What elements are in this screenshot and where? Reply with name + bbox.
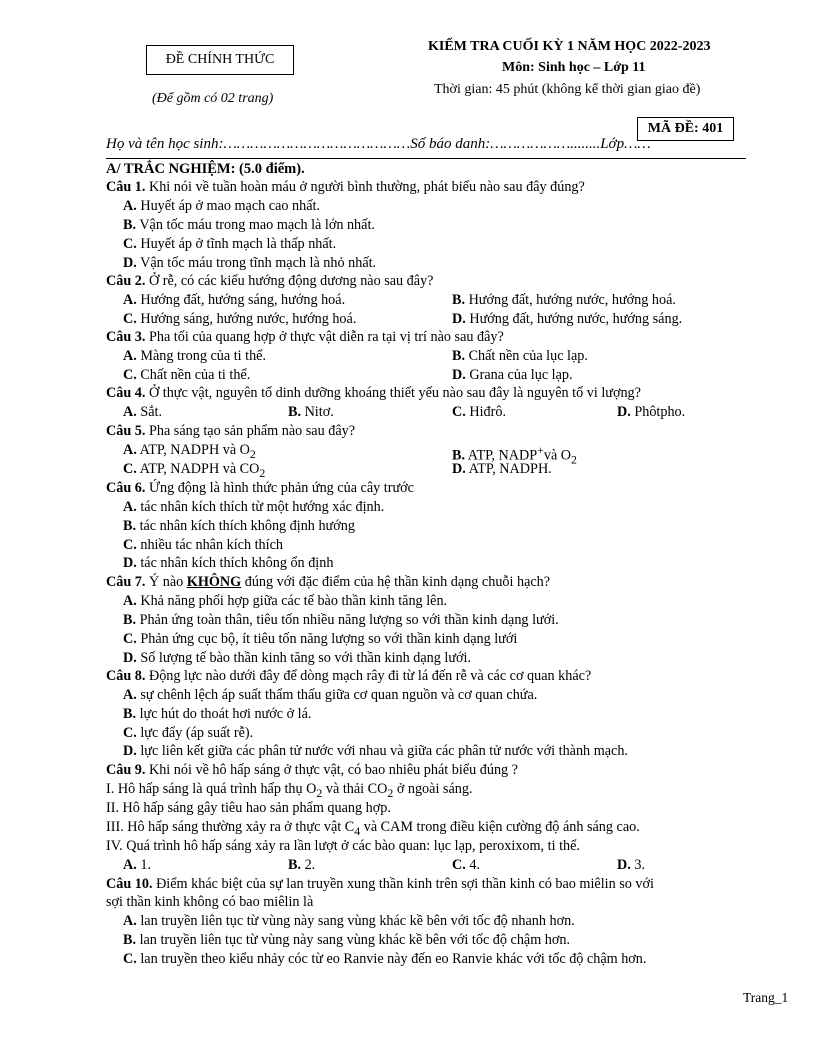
option-d [123,649,471,668]
option-letter: A. [123,593,137,609]
question-text: Ở rễ, có các kiểu hướng động dương nào sau đây? [145,273,434,289]
statement-2 [106,799,391,818]
option-text: lực hút do thoát hơi nước ở lá. [139,706,312,722]
question-text: Khi nói về hô hấp sáng ở thực vật, có bao nhiêu phát biểu đúng ? [145,762,518,778]
header-rule [106,158,746,159]
option-letter: C. [123,951,137,967]
statement-text: II. Hô hấp sáng gây tiêu hao sản phẩm quang hợp. [106,800,391,816]
option-a [123,291,345,310]
statement-text: III. Hô hấp sáng thường xảy ra ở thực vật C [106,819,355,835]
question-text-tail: đúng với đặc điểm của hệ thần kinh dạng chuỗi hạch? [241,574,551,590]
option-text: lực đẩy (áp suất rễ). [140,725,254,741]
option-a [123,347,266,366]
option-letter: D. [617,857,631,873]
option-letter: C. [452,404,466,420]
option-letter: B. [452,447,466,464]
option-text: 1. [140,857,151,873]
question-label: Câu 6. [106,480,146,496]
statement-text: I. Hô hấp sáng là quá trình hấp thụ O [106,781,317,797]
option-text: ATP, NADPH và CO [139,461,260,477]
question-2 [106,272,433,291]
option-c [123,235,336,254]
option-letter: A. [123,687,137,703]
statement-text-tail: ở ngoài sáng. [393,781,473,797]
option-text: Phản ứng cục bộ, ít tiêu tốn năng lượng so với thần kinh dạng lưới [140,631,518,647]
option-letter: C. [123,236,137,252]
official-exam-box: ĐỀ CHÍNH THỨC [146,45,294,75]
option-b [123,931,570,950]
superscript: + [537,443,544,457]
option-b [123,611,559,630]
question-text: Động lực nào dưới đây để dòng mạch rây đi từ lá đến rễ và các cơ quan khác? [145,668,592,684]
option-text: Grana của lục lạp. [469,367,573,383]
option-d [452,366,573,385]
option-letter: C. [123,461,137,477]
option-text: Hiđrô. [469,404,506,420]
question-text: Khi nói về tuần hoàn máu ở người bình thường, phát biểu nào sau đây đúng? [145,179,585,195]
option-text: 3. [634,857,645,873]
subscript: 2 [387,785,394,800]
option-letter: D. [452,367,466,383]
question-9 [106,761,518,780]
student-info-line: Họ và tên học sinh:……………………………………Số báo danh:………………........Lớp…… [106,136,651,152]
option-text: lan truyền liên tục từ vùng này sang vùng khác kề bên với tốc độ nhanh hơn. [140,913,575,929]
page-count-note: (Để gồm có 02 trang) [152,91,274,106]
question-label: Câu 4. [106,385,146,401]
option-letter: D. [452,311,466,327]
option-text: Hướng sáng, hướng nước, hướng hoá. [140,311,357,327]
subscript: 4 [354,823,361,838]
option-letter: A. [123,198,137,214]
option-letter: A. [123,348,137,364]
option-b [123,517,355,536]
option-letter: C. [123,631,137,647]
time-line: Thời gian: 45 phút (không kể thời gian giao đề) [434,82,701,97]
question-label: Câu 9. [106,762,146,778]
option-c [123,366,250,385]
question-1 [106,178,585,197]
option-c [123,724,253,743]
option-letter: D. [452,461,466,477]
question-label: Câu 7. [106,574,146,590]
option-b [123,216,375,235]
emphasis-not: KHÔNG [186,574,242,590]
option-letter: B. [452,348,466,364]
option-text-tail: và O [543,447,572,464]
page-number: Trang_1 [743,990,789,1005]
option-c [123,630,517,649]
option-text: Khả năng phối hợp giữa các tế bào thần kinh tăng lên. [140,593,448,609]
option-text: ATP, NADPH. [468,461,552,477]
question-4 [106,384,641,403]
option-text: Hướng đất, hướng nước, hướng hoá. [468,292,676,308]
section-title: A/ TRẮC NGHIỆM: (5.0 điểm). [106,161,305,177]
option-text: tác nhân kích thích không ổn định [140,555,334,571]
option-a [123,498,384,517]
question-text: Ứng động là hình thức phản ứng của cây trước [145,480,414,496]
option-c [452,403,506,422]
option-c [452,856,480,875]
option-letter: C. [123,725,137,741]
subscript: 2 [259,465,266,480]
option-text: Màng trong của ti thể. [140,348,267,364]
option-text: tác nhân kích thích từ một hướng xác định. [140,499,385,515]
option-a [123,197,320,216]
subject-line: Môn: Sinh học – Lớp 11 [502,60,646,75]
question-text: Pha sáng tạo sản phẩm nào sau đây? [145,423,356,439]
option-a [123,403,162,422]
statement-text-mid: và thải CO [322,781,388,797]
option-letter: B. [123,518,137,534]
option-letter: A. [123,292,137,308]
option-text: ATP, NADP [467,447,538,464]
option-a [123,686,537,705]
statement-text-tail: và CAM trong điều kiện cường độ ánh sáng cao. [360,819,640,835]
option-d [123,554,333,573]
option-d [123,742,628,761]
option-text: Sắt. [140,404,163,420]
option-text: Vận tốc máu trong tĩnh mạch là nhỏ nhất. [140,255,377,271]
option-text: lan truyền theo kiểu nhảy cóc từ eo Ranvie này đến eo Ranvie khác với tốc độ chậm hơn. [140,951,647,967]
option-text: lan truyền liên tục từ vùng này sang vùng khác kề bên với tốc độ chậm hơn. [139,932,571,948]
option-d [123,254,376,273]
option-letter: B. [452,292,466,308]
question-label: Câu 10. [106,876,153,892]
question-6 [106,479,414,498]
question-10-continued [106,893,313,912]
statement-4 [106,837,580,856]
exam-code-box: MÃ ĐỀ: 401 [637,117,734,141]
option-text: Vận tốc máu trong mao mạch là lớn nhất. [139,217,375,233]
option-text: Huyết áp ở tĩnh mạch là thấp nhất. [140,236,337,252]
question-text: Ý nào [145,574,187,590]
option-b [123,705,311,724]
option-letter: C. [452,857,466,873]
option-letter: C. [123,311,137,327]
option-text: Hướng đất, hướng nước, hướng sáng. [469,311,683,327]
subscript: 2 [316,785,323,800]
option-a [123,912,575,931]
question-text: Ở thực vật, nguyên tố dinh dưỡng khoáng thiết yếu nào sau đây là nguyên tố vi lượng? [145,385,641,401]
question-3 [106,328,504,347]
question-text: Pha tối của quang hợp ở thực vật diễn ra tại vị trí nào sau đây? [145,329,504,345]
option-text: lực liên kết giữa các phân tử nước với nhau và giữa các phân tử nước với thành mạch. [140,743,628,759]
option-text: Hướng đất, hướng sáng, hướng hoá. [140,292,346,308]
question-8 [106,667,591,686]
option-d [617,403,685,422]
exam-title: KIỂM TRA CUỐI KỲ 1 NĂM HỌC 2022-2023 [428,39,711,54]
question-text: Điểm khác biệt của sự lan truyền xung thần kinh trên sợi thần kinh có bao miêlin so với [152,876,654,892]
question-label: Câu 2. [106,273,146,289]
option-c [123,310,356,329]
question-label: Câu 8. [106,668,146,684]
option-letter: D. [123,555,137,571]
option-letter: A. [123,857,137,873]
option-a [123,592,447,611]
option-text: sự chênh lệch áp suất thẩm thấu giữa cơ quan nguồn và cơ quan chứa. [140,687,538,703]
option-d [452,310,682,329]
option-letter: D. [123,743,137,759]
option-letter: B. [288,857,302,873]
statement-text: IV. Quá trình hô hấp sáng xảy ra lần lượt ở các bào quan: lục lạp, peroxixom, ti thể. [106,838,580,854]
option-letter: C. [123,367,137,383]
option-letter: A. [123,442,137,458]
option-text: ATP, NADPH và O [139,442,250,458]
option-b [288,403,334,422]
option-text: Phản ứng toàn thân, tiêu tốn nhiều năng lượng so với thần kinh dạng lưới. [139,612,559,628]
question-text: sợi thần kinh không có bao miêlin là [106,894,314,910]
option-text: 4. [469,857,480,873]
option-d [452,460,552,479]
subscript: 2 [571,452,577,467]
option-text: Nitơ. [304,404,334,420]
option-letter: D. [617,404,631,420]
option-letter: B. [288,404,302,420]
option-letter: A. [123,499,137,515]
option-d [617,856,645,875]
option-letter: C. [123,537,137,553]
question-label: Câu 5. [106,423,146,439]
option-text: Phôtpho. [634,404,686,420]
question-label: Câu 1. [106,179,146,195]
option-b [288,856,315,875]
option-b [452,347,588,366]
question-10 [106,875,654,894]
option-c [123,950,646,969]
option-letter: B. [123,706,137,722]
question-7 [106,573,550,592]
option-letter: D. [123,255,137,271]
option-b [452,291,676,310]
question-5 [106,422,355,441]
option-letter: B. [123,932,137,948]
option-a [123,856,151,875]
option-text: Chất nền của lục lạp. [468,348,588,364]
option-text: Số lượng tế bào thần kinh tăng so với thần kinh dạng lưới. [140,650,472,666]
option-letter: B. [123,612,137,628]
option-letter: A. [123,913,137,929]
question-label: Câu 3. [106,329,146,345]
option-letter: D. [123,650,137,666]
option-text: Chất nền của ti thể. [140,367,251,383]
subscript: 2 [249,446,256,461]
option-text: Huyết áp ở mao mạch cao nhất. [140,198,321,214]
option-c [123,536,283,555]
option-letter: B. [123,217,137,233]
option-text: nhiều tác nhân kích thích [140,537,283,553]
option-text: tác nhân kích thích không định hướng [139,518,355,534]
option-text: 2. [304,857,316,873]
option-letter: A. [123,404,137,420]
